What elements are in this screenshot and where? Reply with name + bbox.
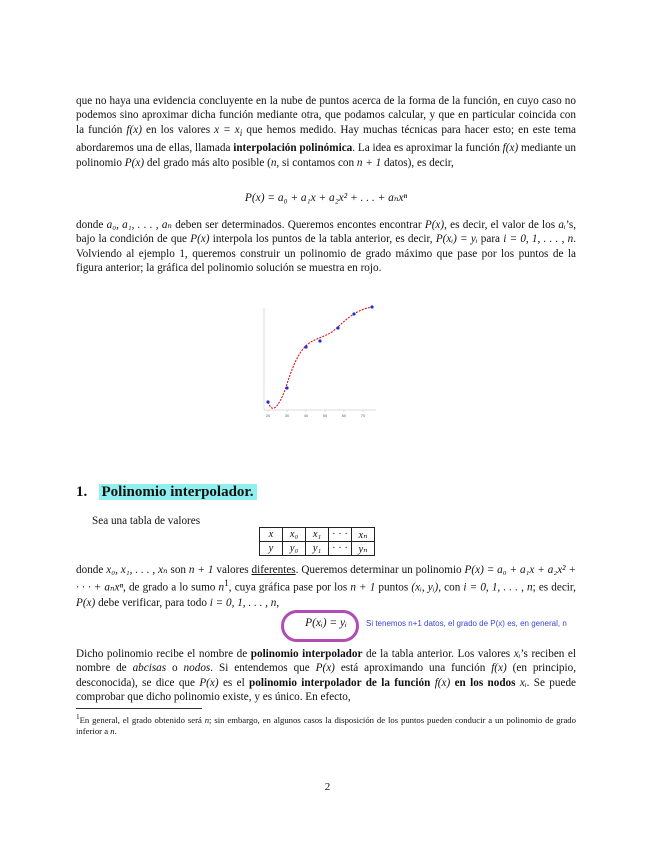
- data-point: [336, 326, 339, 329]
- naming-paragraph: Dicho polinomio recibe el nombre de polinomio interpolador de la tabla anterior. Los valores xᵢ’s reciben el nombre de abcisas o nodos. Si entendemos que P(x) está aproximando una función f(x) (en principio, desconocida), se dice que P(x) es el polinomio interpolador de la función f(x) en los nodos xᵢ. Se puede comprobar que dicho polinomio existe, y es único. En efecto,: [76, 648, 577, 704]
- table-row: y y₀ y₁ · · · yₙ: [260, 542, 375, 556]
- x-tick-label: 20: [265, 413, 271, 418]
- x-tick-label: 70: [360, 413, 366, 418]
- section-title: Polinomio interpolador.: [99, 484, 258, 500]
- definition-paragraph: donde x₀, x₁, . . . , xₙ son n + 1 valores diferentes. Queremos determinar un polinomio P(x) = a₀ + a₁x + a₂x² + · · · + aₙxⁿ, de grado a lo sumo $n^1$, cuya gráfica pase por los n + 1 puntos (xᵢ, yᵢ), con i = 0, 1, . . . , n; es decir, P(x) debe verificar, para todo i = 0, 1, . . . , n,: [76, 564, 576, 609]
- section-heading: [76, 484, 257, 501]
- footnote: $^1$En general, el grado obtenido será n; sin embargo, en algunos casos la disposición de los puntos pueden conducir a un polinomio de grado inferior a n.: [76, 713, 576, 737]
- x-tick-label: 50: [322, 413, 328, 418]
- data-point: [266, 400, 269, 403]
- x-tick-label: 30: [284, 413, 290, 418]
- math-x-eq: x = x: [214, 123, 240, 136]
- table-row: x x₀ x₁ · · · xₙ: [260, 528, 375, 542]
- interpolating-polynomial-curve: [268, 307, 372, 408]
- conditions-paragraph: donde a₀, a₁, . . . , aₙ deben ser determinados. Queremos encontes encontrar P(x), es decir, el valor de los aᵢ’s, bajo la condición de que P(x) interpola los puntos de la tabla anterior, es decir, P(xᵢ) = yᵢ para i = 0, 1, . . . , n. Volviendo al ejemplo 1, queremos construir un polinomio de grado máximo que pase por los puntos de la figura anterior; la gráfica del polinomio solución se muestra en rojo.: [76, 219, 576, 275]
- equation-interpolation-condition: P(xᵢ) = yᵢ: [305, 617, 347, 629]
- intro-paragraph: que no haya una evidencia concluyente en la nube de puntos acerca de la forma de la función, en cuyo caso no podemos sino aproximar dicha función mediante otra, que podamos calcular, y que en particular coincida con la función f(x) en los valores $x = x_i$ que hemos medido. Hay muchas técnicas para hacer esto; en este tema abordaremos una de ellas, llamada interpolación polinómica. La idea es aproximar la función f(x) mediante un polinomio P(x) del grado más alto posible (n, si contamos con n + 1 datos), es decir,: [76, 95, 577, 169]
- data-point: [352, 312, 355, 315]
- table-intro: Sea una tabla de valores: [92, 515, 201, 527]
- equation-polynomial: P(x) = a₀ + a₁x + a₂x² + . . . + aₙxⁿ: [244, 192, 408, 204]
- x-tick-label: 60: [341, 413, 347, 418]
- section-number: 1.: [76, 484, 88, 500]
- data-point: [304, 345, 307, 348]
- math-fx: f(x): [126, 123, 142, 136]
- highlight-ellipse: [281, 610, 359, 642]
- values-table: [259, 527, 375, 556]
- data-point: [370, 305, 373, 308]
- underlined-word: diferentes: [251, 564, 296, 576]
- handwritten-annotation: Si tenemos n+1 datos, el grado de P(x) es, en general, n: [366, 619, 567, 628]
- term-interpolacion: interpolación polinómica: [233, 142, 353, 155]
- page-number: 2: [324, 781, 331, 793]
- data-point: [318, 339, 321, 342]
- footnote-ref[interactable]: 1: [224, 579, 229, 590]
- data-point: [285, 386, 288, 389]
- interpolation-figure: [258, 298, 382, 420]
- footnote-rule: [76, 708, 202, 709]
- x-tick-label: 40: [303, 413, 309, 418]
